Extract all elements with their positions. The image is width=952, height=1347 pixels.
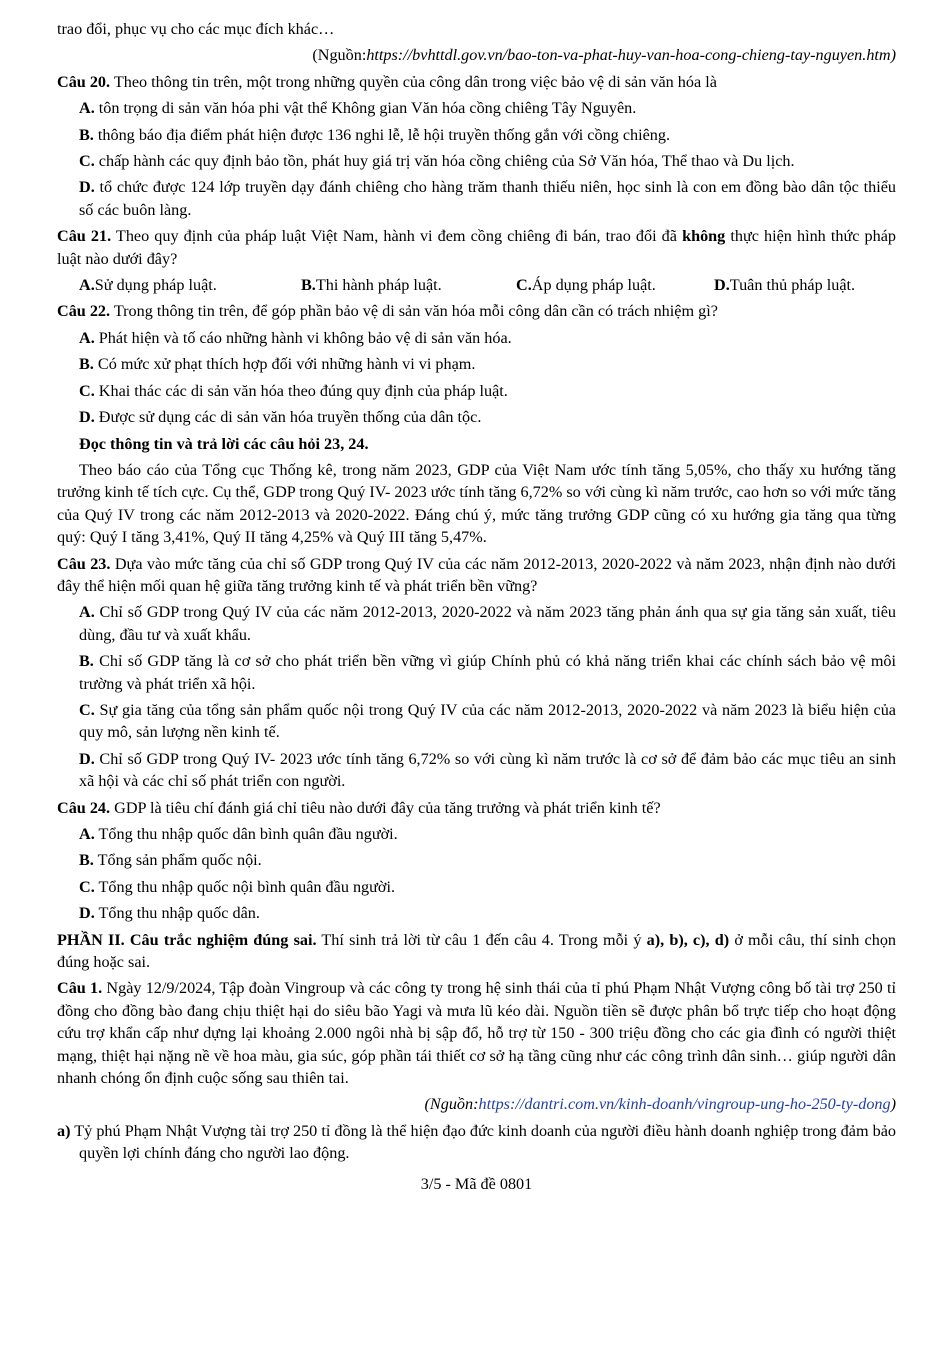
intro-tail: trao đổi, phục vụ cho các mục đích khác… (57, 20, 335, 38)
option-key: A. (79, 276, 95, 295)
q20-option-c (57, 150, 896, 172)
question-text: Dựa vào mức tăng của chỉ số GDP trong Quý IV của các năm 2012-2013, 2020-2022 và năm 2023, nhận định nào dưới đây thể hiện mối quan hệ giữa tăng trưởng kinh tế và phát triển bền vững? (57, 554, 896, 595)
source-link[interactable]: https://dantri.com.vn/kinh-doanh/vingroup-ung-ho-250-ty-dong (478, 1095, 891, 1114)
question-label: Câu 23. (57, 554, 111, 573)
option-text: Phát hiện và tố cáo những hành vi không bảo vệ di sản văn hóa. (94, 328, 512, 347)
question-text: GDP là tiêu chí đánh giá chỉ tiêu nào dưới đây của tăng trưởng và phát triển kinh tế? (110, 798, 661, 817)
q23-option-c (57, 699, 896, 744)
question-text: Trong thông tin trên, để góp phần bảo vệ di sản văn hóa mỗi công dân cần có trách nhiệm gì? (110, 302, 718, 321)
question-label: Câu 1. (57, 979, 103, 998)
part-2-text-end: ở mỗi câu, thí sinh chọn đúng hoặc sai. (57, 930, 897, 972)
question-text: Ngày 12/9/2024, Tập đoàn Vingroup và các công ty trong hệ sinh thái của tỉ phú Phạm Nhật Vượng công bố tài trợ 250 tỉ đồng cho đồng bào đang chịu thiệt hại do siêu bão Yagi và mưa lũ kéo dài. Nguồn tiền sẽ được phân bổ trực tiếp cho hoạt động cứu trợ khẩn cấp như dựng lại khoảng 2.000 ngôi nhà bị sập đổ, hỗ trợ từ 150 - 300 triệu đồng cho các gia đình có người thiệt mạng, thiệt hại nặng nề về hoa màu, gia súc, góp phần tái thiết cơ sở hạ tầng cũng như các công trình dân sinh… giúp người dân nhanh chóng ổn định cuộc sống sau thiên tai. (57, 979, 897, 1088)
q24-option-d (57, 902, 896, 924)
option-text: tổ chức được 124 lớp truyền dạy đánh chiêng cho hàng trăm thanh thiếu niên, học sinh là con em đồng bào dân tộc thiểu số các buôn làng. (79, 178, 896, 219)
option-text: Được sử dụng các di sản văn hóa truyền thống của dân tộc. (94, 408, 482, 427)
option-key: C. (79, 152, 95, 171)
q21-options-row (57, 274, 896, 296)
option-text: thông báo địa điểm phát hiện được 136 nghi lễ, lễ hội truyền thống gắn với cồng chiêng. (93, 125, 671, 144)
q22-option-a (57, 327, 896, 349)
page-footer: 3/5 - Mã đề 0801 (420, 1174, 533, 1193)
option-key: D. (79, 408, 95, 427)
q22-option-b (57, 353, 896, 375)
question-24 (57, 797, 896, 819)
option-text: Tổng thu nhập quốc dân. (94, 904, 260, 923)
question-label: Câu 22. (57, 302, 111, 321)
part-2-title: PHẦN II. Câu trắc nghiệm đúng sai. (57, 930, 317, 949)
option-key: C. (516, 276, 532, 295)
reading-header: Đọc thông tin và trả lời các câu hỏi 23, 24. (79, 434, 369, 453)
q22-option-d (57, 406, 896, 428)
statement-text: Tỷ phú Phạm Nhật Vượng tài trợ 250 tỉ đồng là thể hiện đạo đức kinh doanh của người điều hành doanh nghiệp trong đảm bảo quyền lợi chính đáng cho người lao động. (70, 1121, 896, 1163)
option-text: Tổng sản phẩm quốc nội. (93, 851, 262, 870)
part-2-text: Thí sinh trả lời từ câu 1 đến câu 4. Trong mỗi ý (316, 930, 647, 949)
q20-option-d (57, 176, 896, 221)
question-label: Câu 20. (57, 72, 111, 91)
option-key: C. (79, 381, 95, 400)
question-21 (57, 225, 896, 270)
q23-option-d (57, 748, 896, 793)
part-2-emphasis: a), b), c), d) (646, 930, 730, 949)
question-emphasis: không (682, 227, 726, 246)
option-text: Sử dụng pháp luật. (94, 276, 217, 295)
option-text: Thi hành pháp luật. (315, 276, 442, 295)
q22-option-c (57, 380, 896, 402)
option-text: Chỉ số GDP trong Quý IV- 2023 ước tính tăng 6,72% so với cùng kì năm trước là cơ sở để đảm bảo các mục tiêu an sinh xã hội và các chỉ số phát triển con người. (79, 749, 896, 791)
reading-passage: Theo báo cáo của Tổng cục Thống kê, trong năm 2023, GDP của Việt Nam ước tính tăng 5,05%, cho thấy xu hướng tăng trưởng kinh tế tích cực. Cụ thể, GDP trong Quý IV- 2023 ước tính tăng 6,72% so với cùng kì năm trước, cao hơn so với mức tăng của Quý IV trong các năm 2012-2013 và 2020-2022. Đáng chú ý, mức tăng trưởng GDP cũng có xu hướng gia tăng qua từng quý: Quý I tăng 3,41%, Quý II tăng 4,25% và Quý III tăng 5,47%. (57, 460, 896, 547)
option-key: D. (79, 904, 95, 923)
option-text: Có mức xử phạt thích hợp đối với những hành vi vi phạm. (93, 355, 476, 374)
question-20 (57, 71, 896, 93)
q20-option-a (57, 97, 896, 119)
q21-option-d (714, 274, 855, 296)
option-key: D. (79, 749, 95, 768)
option-key: B. (79, 355, 94, 374)
option-key: B. (301, 276, 316, 295)
question-23 (57, 553, 896, 598)
option-text: Tổng thu nhập quốc nội bình quân đầu người. (94, 877, 396, 896)
question-text: Theo thông tin trên, một trong những quyền của công dân trong việc bảo vệ di sản văn hóa là (110, 72, 717, 91)
source-suffix: ) (890, 1095, 896, 1114)
q21-option-a (79, 274, 301, 296)
option-key: C. (79, 877, 95, 896)
q24-option-a (57, 823, 896, 845)
question-text-end: thực hiện hình thức pháp luật nào dưới đây? (57, 227, 896, 268)
q23-option-b (57, 650, 896, 695)
question-label: Câu 24. (57, 798, 111, 817)
option-text: chấp hành các quy định bảo tồn, phát huy giá trị văn hóa cồng chiêng của Sở Văn hóa, Thể thao và Du lịch. (94, 152, 795, 171)
source-url: https://bvhttdl.gov.vn/bao-ton-va-phat-huy-van-hoa-cong-chieng-tay-nguyen.htm) (366, 46, 896, 65)
question-text: Theo quy định của pháp luật Việt Nam, hành vi đem cồng chiêng đi bán, trao đổi đã (111, 227, 683, 246)
question-22 (57, 300, 896, 322)
option-key: D. (79, 178, 95, 197)
option-text: Chỉ số GDP trong Quý IV của các năm 2012-2013, 2020-2022 và năm 2023 tăng phản ánh qua sự gia tăng sản xuất, tiêu dùng, đầu tư và xuất khẩu. (79, 603, 896, 644)
q23-option-a (57, 601, 896, 646)
option-key: A. (79, 603, 95, 622)
statement-key: a) (57, 1121, 71, 1140)
option-text: Tổng thu nhập quốc dân bình quân đầu người. (94, 825, 398, 843)
option-key: B. (79, 851, 94, 870)
source-prefix: (Nguồn: (424, 1095, 479, 1114)
source-citation-2 (57, 1093, 896, 1115)
source-prefix: (Nguồn: (312, 46, 367, 65)
option-text: tôn trọng di sản văn hóa phi vật thể Không gian Văn hóa cồng chiêng Tây Nguyên. (94, 99, 637, 118)
option-text: Tuân thủ pháp luật. (729, 276, 856, 295)
part-2-instructions (57, 929, 896, 974)
option-text: Áp dụng pháp luật. (531, 276, 656, 295)
part-2-question-1 (57, 977, 896, 1089)
option-key: A. (79, 825, 95, 843)
source-citation-1 (57, 44, 896, 66)
q24-option-b (57, 849, 896, 871)
q20-option-b (57, 124, 896, 146)
statement-a (57, 1120, 896, 1165)
q21-option-c (516, 274, 714, 296)
option-text: Sự gia tăng của tổng sản phẩm quốc nội trong Quý IV của các năm 2012-2013, 2020-2022 và năm 2023 là biểu hiện của quy mô, sản lượng nền kinh tế. (79, 700, 896, 742)
option-text: Chỉ số GDP tăng là cơ sở cho phát triển bền vững vì giúp Chính phủ có khả năng triển khai các chính sách bảo vệ môi trường và phát triển xã hội. (79, 652, 896, 693)
option-key: A. (79, 99, 95, 118)
question-label: Câu 21. (57, 227, 112, 246)
q24-option-c (57, 876, 896, 898)
option-key: A. (79, 328, 95, 347)
option-key: B. (79, 652, 94, 671)
option-text: Khai thác các di sản văn hóa theo đúng quy định của pháp luật. (94, 381, 508, 400)
option-key: C. (79, 700, 95, 719)
option-key: B. (79, 125, 94, 144)
q21-option-b (301, 274, 516, 296)
option-key: D. (714, 276, 730, 295)
